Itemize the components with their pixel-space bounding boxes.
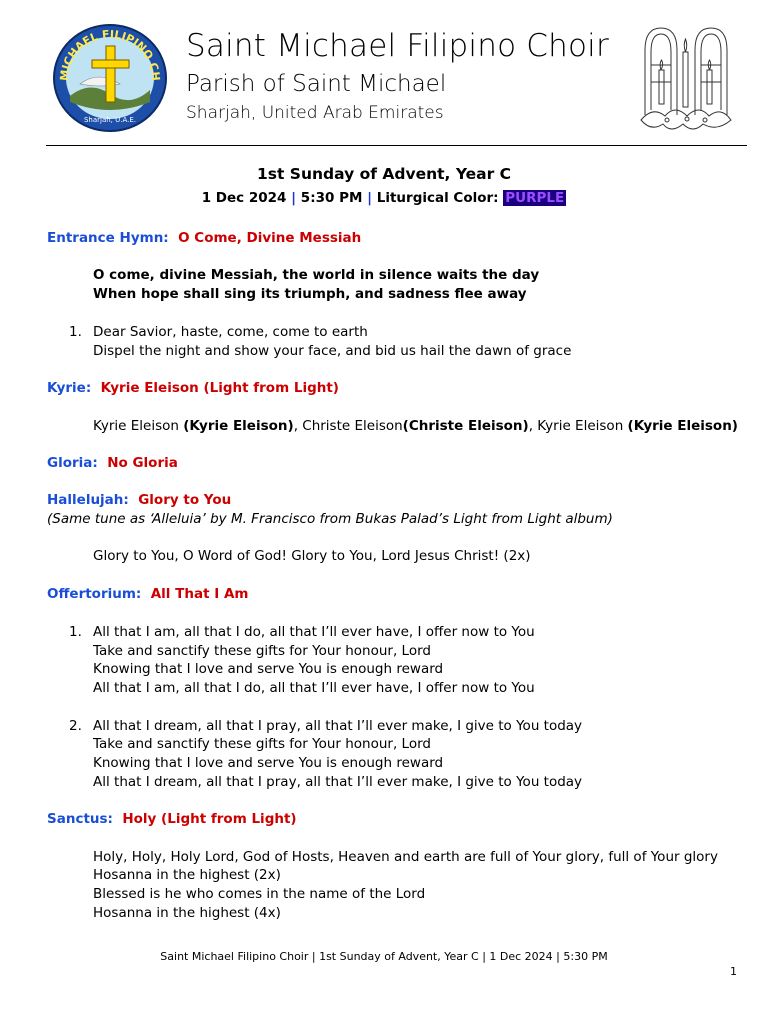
sanctus-line: Blessed is he who comes in the name of the Lord bbox=[93, 886, 426, 902]
section-title: Glory to You bbox=[138, 492, 232, 508]
section-label: Kyrie: bbox=[47, 380, 92, 396]
tune-note: (Same tune as ‘Alleluia’ by M. Francisco from Bukas Palad’s Light from Light album) bbox=[47, 511, 613, 527]
mass-date: 1 Dec 2024 bbox=[201, 190, 287, 206]
page-number: 1 bbox=[730, 965, 737, 978]
section-label: Offertorium: bbox=[47, 586, 142, 602]
hallelujah-line: Glory to You, O Word of God! Glory to You, Lord Jesus Christ! (2x) bbox=[93, 548, 531, 564]
kyrie-line bbox=[93, 418, 738, 434]
section-entrance bbox=[47, 230, 361, 246]
section-hallelujah bbox=[47, 492, 231, 508]
kyrie-response: (Christe Eleison) bbox=[402, 418, 529, 434]
section-title: No Gloria bbox=[107, 455, 178, 471]
sanctus-line: Hosanna in the highest (2x) bbox=[93, 867, 281, 883]
verse-line: Dispel the night and show your face, and bid us hail the dawn of grace bbox=[93, 343, 572, 359]
logo-text-bottom: Sharjah, U.A.E. bbox=[83, 116, 137, 124]
verse-line: Take and sanctify these gifts for Your honour, Lord bbox=[93, 643, 431, 659]
section-label: Entrance Hymn: bbox=[47, 230, 169, 246]
section-kyrie bbox=[47, 380, 339, 396]
verse-line: Take and sanctify these gifts for Your honour, Lord bbox=[93, 736, 431, 752]
page-footer: Saint Michael Filipino Choir | 1st Sunday of Advent, Year C | 1 Dec 2024 | 5:30 PM bbox=[160, 950, 608, 963]
mass-info bbox=[0, 190, 768, 206]
sanctus-line: Holy, Holy, Holy Lord, God of Hosts, Heaven and earth are full of Your glory, full of Your glory bbox=[93, 849, 718, 865]
section-label: Sanctus: bbox=[47, 811, 113, 827]
kyrie-call: , Christe Eleison bbox=[293, 418, 403, 434]
section-offertorium bbox=[47, 586, 248, 602]
mass-title: 1st Sunday of Advent, Year C bbox=[256, 165, 512, 183]
sanctus-line: Hosanna in the highest (4x) bbox=[93, 905, 281, 921]
kyrie-call: Kyrie Eleison bbox=[93, 418, 184, 434]
liturgical-color-value: PURPLE bbox=[505, 190, 565, 206]
parish-name: Parish of Saint Michael bbox=[186, 71, 447, 97]
kyrie-response: (Kyrie Eleison) bbox=[627, 418, 738, 434]
section-title: Holy (Light from Light) bbox=[122, 811, 297, 827]
verse-line: Knowing that I love and serve You is enough reward bbox=[93, 755, 444, 771]
choir-name: Saint Michael Filipino Choir bbox=[186, 28, 609, 64]
kyrie-response: (Kyrie Eleison) bbox=[183, 418, 294, 434]
verse-line: All that I am, all that I do, all that I’ll ever have, I offer now to You bbox=[93, 680, 535, 696]
section-title: O Come, Divine Messiah bbox=[178, 230, 362, 246]
section-label: Hallelujah: bbox=[47, 492, 129, 508]
verse-line: All that I dream, all that I pray, all that I’ll ever make, I give to You today bbox=[93, 718, 583, 734]
verse-number: 2. bbox=[69, 718, 82, 734]
separator: | bbox=[291, 190, 297, 206]
verse-line: Knowing that I love and serve You is enough reward bbox=[93, 661, 444, 677]
logo-text-top: MICHAEL FILIPINO CH bbox=[57, 27, 163, 82]
section-gloria bbox=[47, 455, 178, 471]
section-title: Kyrie Eleison (Light from Light) bbox=[100, 380, 339, 396]
verse-number: 1. bbox=[69, 324, 82, 340]
verse-line: All that I am, all that I do, all that I’ll ever have, I offer now to You bbox=[93, 624, 535, 640]
separator: | bbox=[367, 190, 373, 206]
section-label: Gloria: bbox=[47, 455, 98, 471]
verse-number: 1. bbox=[69, 624, 82, 640]
liturgical-color-label: Liturgical Color: bbox=[376, 190, 499, 206]
mass-time: 5:30 PM bbox=[300, 190, 363, 206]
section-title: All That I Am bbox=[150, 586, 249, 602]
refrain-line: O come, divine Messiah, the world in silence waits the day bbox=[93, 267, 540, 283]
verse-line: All that I dream, all that I pray, all that I’ll ever make, I give to You today bbox=[93, 774, 583, 790]
location: Sharjah, United Arab Emirates bbox=[186, 103, 444, 123]
header-divider bbox=[46, 145, 747, 146]
choir-logo bbox=[50, 22, 170, 134]
advent-window-illustration bbox=[637, 20, 735, 135]
kyrie-call: , Kyrie Eleison bbox=[528, 418, 628, 434]
refrain-line: When hope shall sing its triumph, and sadness flee away bbox=[93, 286, 527, 302]
verse-line: Dear Savior, haste, come, come to earth bbox=[93, 324, 368, 340]
section-sanctus bbox=[47, 811, 297, 827]
